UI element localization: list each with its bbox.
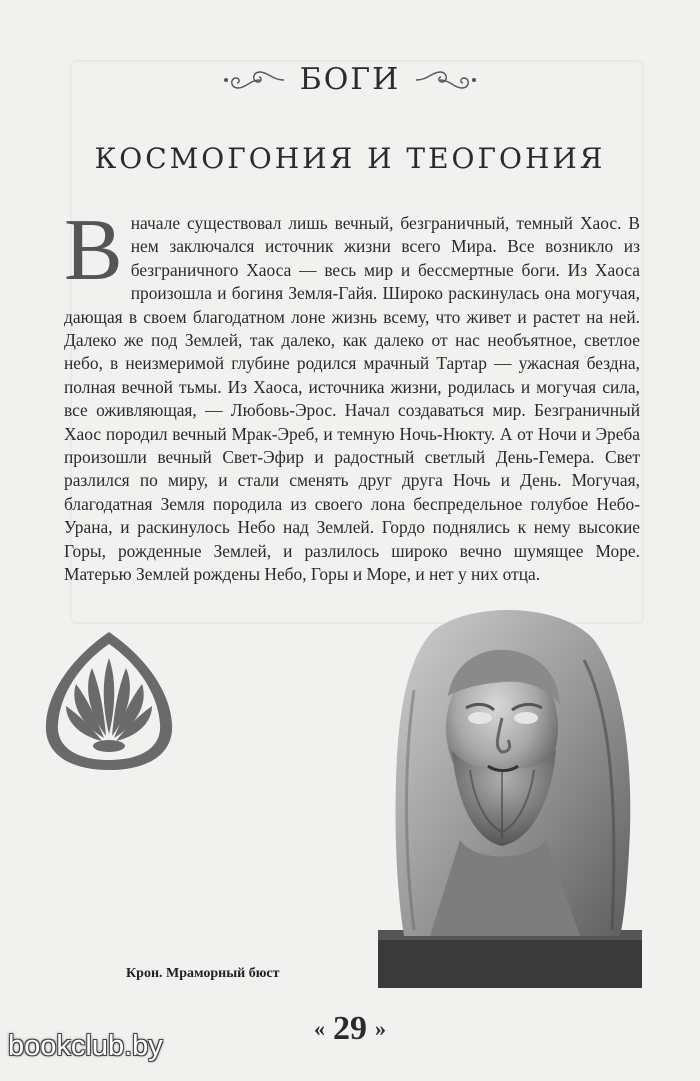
section-title: БОГИ — [299, 62, 401, 97]
page-number-deco-right: » — [375, 1016, 386, 1041]
marble-bust-image — [374, 600, 646, 992]
section-header — [0, 62, 700, 97]
page-number-value: 29 — [333, 1010, 367, 1047]
paragraph-text: начале существовал лишь вечный, безграничный, темный Хаос. В нем заключался источник жизни всего Мира. Все возникло из безграничного Хаоса — весь мир и бессмертные боги. Из Хаоса произошла и богиня Земля-Гайя. Широко раскинулась она могучая, дающая в своем благодатном лоне жизнь всему, что живет и растет на ней. Далеко же под Землей, так далеко, как далеко от нас необъятное, светлое небо, в неизмеримой глубине родился мрачный Тартар — ужасная бездна, полная вечной тьмы. Из Хаоса, источника жизни, родилась и могучая сила, все оживляющая, — Любовь-Эрос. Начал создаваться мир. Безграничный Хаос породил вечный Мрак-Эреб, и темную Ночь-Нюкту. А от Ночи и Эреба произошли вечный Свет-Эфир и радостный светлый День-Гемера. Свет разлился по миру, и стали сменять друг друга Ночь и День. Могучая, благодатная Земля породила из своего лона беспредельное голубое Небо-Урана, и раскинулось Небо над Землей. Гордо поднялись к нему высокие Горы, рожденные Землей, и разлилось широко вечно шумящее Море. Матерью Землей рождены Небо, Горы и Море, и нет у них отца. — [64, 213, 640, 585]
palmette-ornament-icon — [34, 626, 184, 776]
right-flourish-icon — [414, 67, 478, 93]
body-paragraph — [64, 202, 640, 587]
watermark: bookclub.by — [8, 1030, 163, 1062]
left-flourish-icon — [222, 67, 286, 93]
drop-cap: В — [64, 202, 123, 299]
page-number-deco-left: « — [314, 1016, 325, 1041]
chapter-title: КОСМОГОНИЯ И ТЕОГОНИЯ — [94, 142, 606, 175]
illustration-caption: Крон. Мраморный бюст — [126, 966, 280, 981]
